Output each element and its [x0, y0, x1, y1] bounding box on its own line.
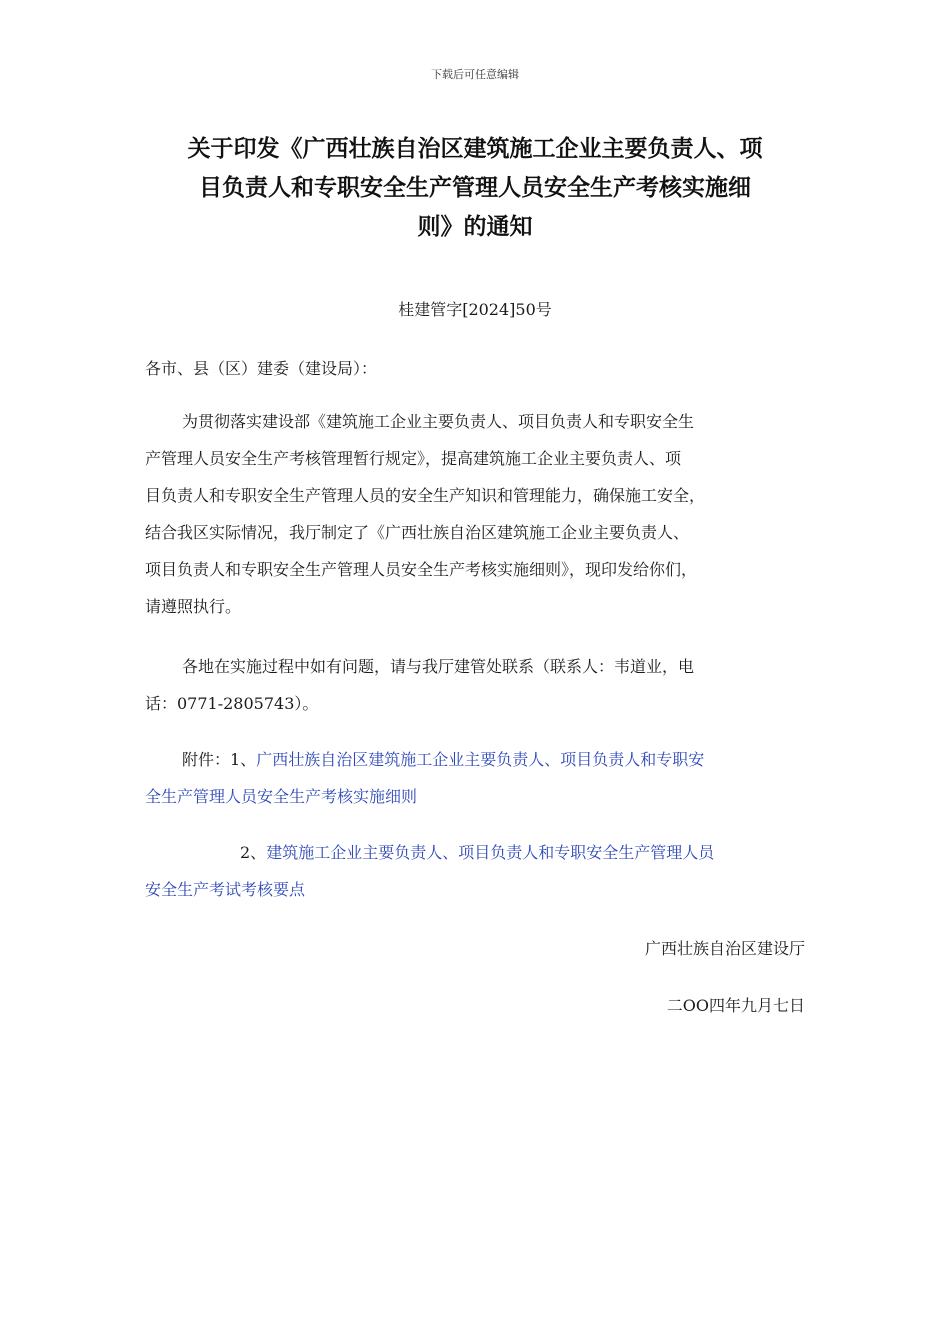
title-line: 关于印发《广西壮族自治区建筑施工企业主要负责人、项	[187, 136, 763, 162]
title-line: 目负责人和专职安全生产管理人员安全生产考核实施细	[199, 175, 751, 201]
salutation: 各市、县（区）建委（建设局）：	[145, 359, 378, 378]
signature-date: 二OO四年九月七日	[666, 996, 805, 1015]
attachment-1-link-cont[interactable]: 全生产管理人员安全生产考核实施细则	[145, 787, 418, 806]
document-number: 桂建管字[2024]50号	[398, 300, 552, 319]
attachment-2	[145, 834, 807, 908]
paragraph-line: 各地在实施过程中如有问题，请与我厅建管处联系（联系人：韦道业，电	[182, 657, 695, 676]
paragraph-line: 目负责人和专职安全生产管理人员的安全生产知识和管理能力，确保施工安全，	[145, 486, 706, 505]
title-line: 则》的通知	[417, 214, 533, 240]
paragraph-line: 结合我区实际情况，我厅制定了《广西壮族自治区建筑施工企业主要负责人、	[145, 523, 690, 542]
attachment-2-link-cont[interactable]: 安全生产考试考核要点	[145, 880, 306, 899]
paragraph-line: 为贯彻落实建设部《建筑施工企业主要负责人、项目负责人和专职安全生	[182, 412, 695, 431]
attachment-1	[145, 741, 807, 815]
paragraph-line: 请遵照执行。	[145, 597, 242, 616]
document-title	[145, 130, 805, 247]
header-note: 下载后可任意编辑	[431, 68, 519, 81]
paragraph-line: 产管理人员安全生产考核管理暂行规定》，提高建筑施工企业主要负责人、项	[145, 449, 682, 468]
paragraph-line: 项目负责人和专职安全生产管理人员安全生产考核实施细则》，现印发给你们，	[145, 560, 698, 579]
paragraph-line: 话：0771-2805743）。	[145, 694, 319, 713]
attachment-1-link[interactable]: 广西壮族自治区建筑施工企业主要负责人、项目负责人和专职安	[256, 750, 705, 769]
attachment-1-prefix: 附件：1、	[182, 750, 257, 769]
attachment-2-link[interactable]: 建筑施工企业主要负责人、项目负责人和专职安全生产管理人员	[266, 843, 715, 862]
body-paragraph-2	[145, 648, 807, 722]
signature-org: 广西壮族自治区建设厅	[644, 939, 805, 958]
attachment-2-prefix: 2、	[240, 843, 267, 862]
body-paragraph-1	[145, 403, 807, 625]
